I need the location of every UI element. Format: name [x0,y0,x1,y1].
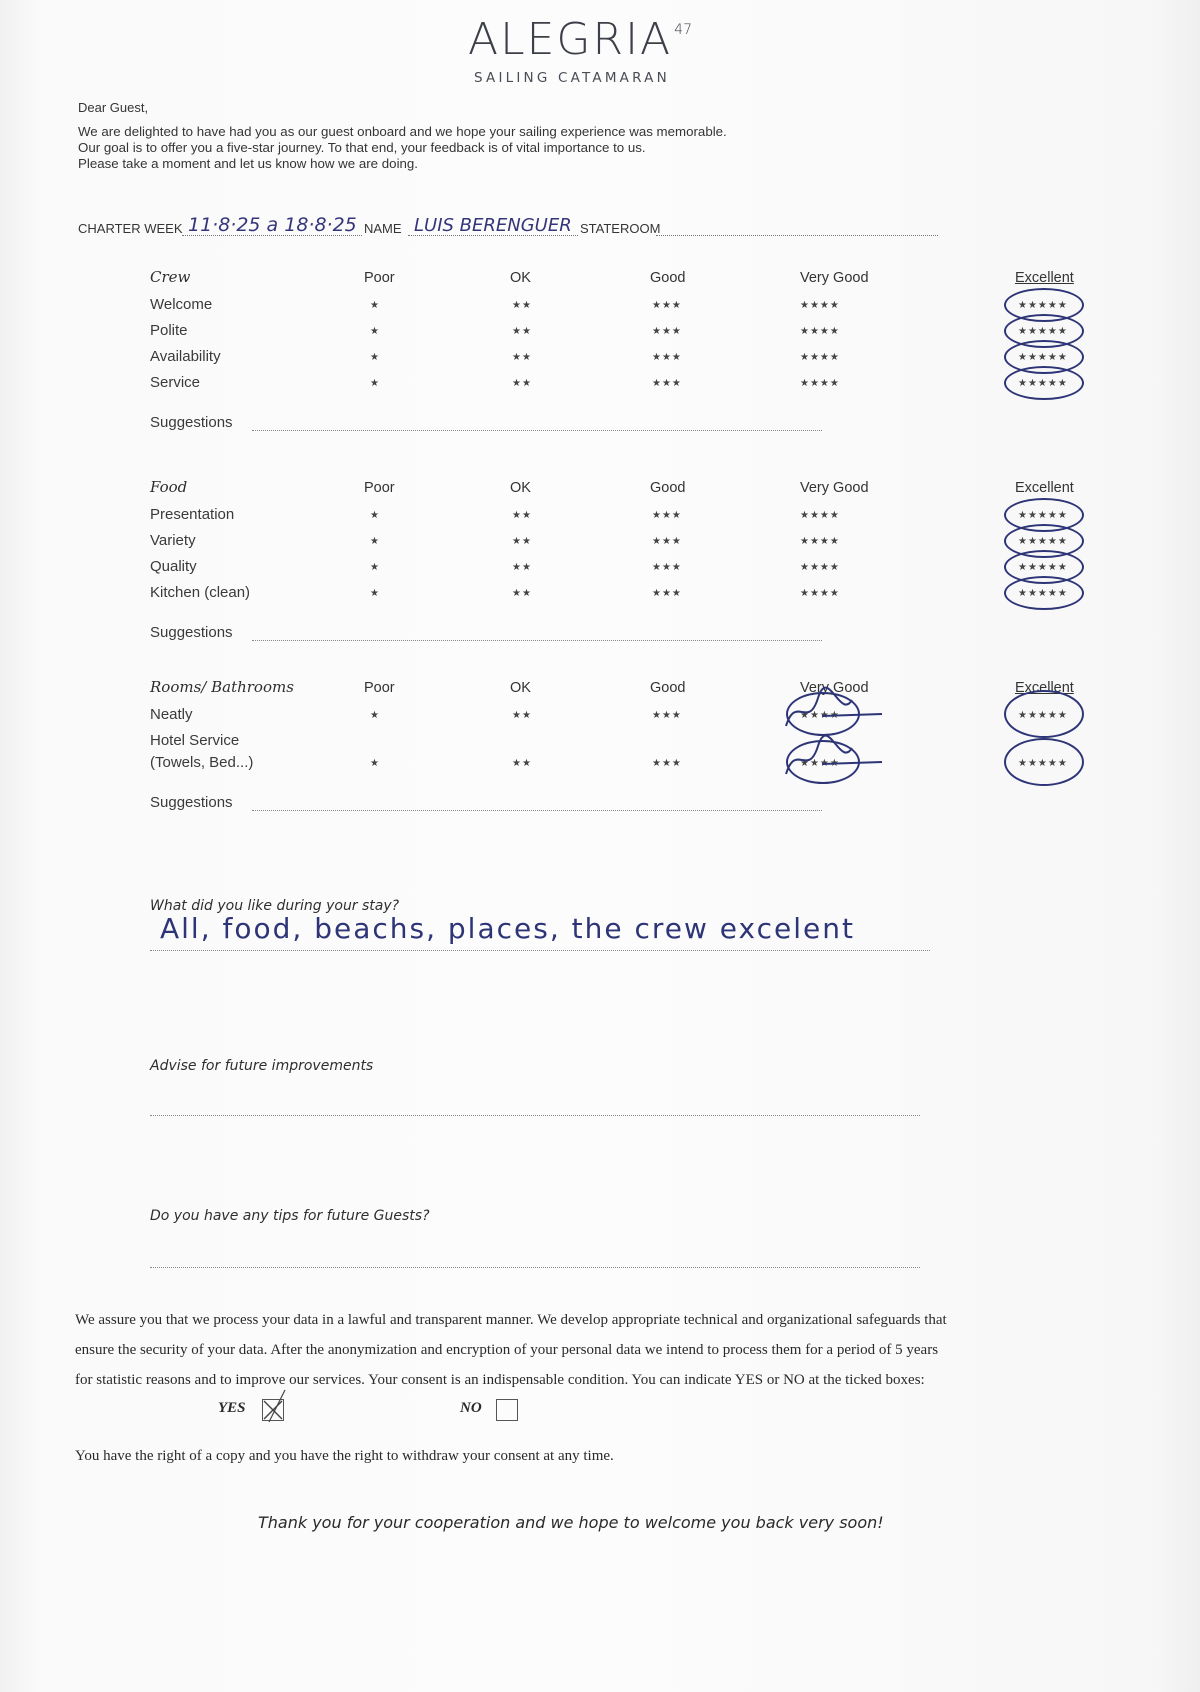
column-header-good: Good [650,270,686,286]
row-label: Availability [150,348,221,365]
rating-option-5-stars[interactable]: ★★★★★ [1018,562,1068,573]
suggestions-field[interactable] [252,430,822,431]
rating-option-1-stars[interactable]: ★ [370,536,380,547]
rating-option-5-stars[interactable]: ★★★★★ [1018,710,1068,721]
section-title: Food [150,478,188,496]
rating-option-1-stars[interactable]: ★ [370,326,380,337]
rating-option-3-stars[interactable]: ★★★ [652,352,682,363]
row-label-detail: (Towels, Bed...) [150,754,254,771]
rating-option-4-stars[interactable]: ★★★★ [800,300,840,311]
no-checkbox[interactable] [496,1399,518,1421]
question-improvements: Advise for future improvements [150,1058,374,1074]
column-header-very-good: Very Good [800,480,869,496]
charter-week-value: 11·8·25 a 18·8·25 [188,214,357,236]
rating-option-5-stars[interactable]: ★★★★★ [1018,300,1068,311]
rating-option-2-stars[interactable]: ★★ [512,758,532,769]
rating-option-4-stars[interactable]: ★★★★ [800,352,840,363]
intro-text [78,124,727,172]
section-title: Crew [150,268,191,286]
rating-option-2-stars[interactable]: ★★ [512,588,532,599]
rating-option-4-stars[interactable]: ★★★★ [800,510,840,521]
rating-option-4-stars[interactable]: ★★★★ [800,588,840,599]
rating-option-4-stars[interactable]: ★★★★ [800,378,840,389]
consent-line: for statistic reasons and to improve our services. Your consent is an indispensable condition. You can indicate YES or NO at the ticked boxes: [75,1372,925,1388]
rating-option-4-stars[interactable]: ★★★★ [800,536,840,547]
rating-option-3-stars[interactable]: ★★★ [652,378,682,389]
rating-option-1-stars[interactable]: ★ [370,588,380,599]
column-header-poor: Poor [364,480,395,496]
column-header-ok: OK [510,480,531,496]
intro-line: Our goal is to offer you a five-star journey. To that end, your feedback is of vital importance to us. [78,140,646,155]
row-label: Neatly [150,706,193,723]
row-label: Kitchen (clean) [150,584,251,601]
liked-answer: All, food, beachs, places, the crew excelent [160,912,855,945]
charter-line [78,214,938,240]
rating-option-2-stars[interactable]: ★★ [512,326,532,337]
rating-option-5-stars[interactable]: ★★★★★ [1018,510,1068,521]
rating-option-5-stars[interactable]: ★★★★★ [1018,758,1068,769]
rating-option-5-stars[interactable]: ★★★★★ [1018,536,1068,547]
rating-option-1-stars[interactable]: ★ [370,378,380,389]
rating-option-2-stars[interactable]: ★★ [512,352,532,363]
rating-option-2-stars[interactable]: ★★ [512,562,532,573]
consent-line: We assure you that we process your data in a lawful and transparent manner. We develop appropriate technical and organizational safeguards that [75,1312,947,1328]
consent-rights: You have the right of a copy and you have the right to withdraw your consent at any time. [75,1448,614,1464]
stateroom-label: STATEROOM [580,221,661,236]
rating-option-1-stars[interactable]: ★ [370,710,380,721]
column-header-good: Good [650,680,686,696]
row-label: Presentation [150,506,235,523]
question-liked: What did you like during your stay? [150,898,400,914]
greeting: Dear Guest, [78,100,149,115]
selected-rating-circle [1004,576,1084,610]
selected-rating-circle [1004,738,1084,786]
row-label: Welcome [150,296,213,313]
name-value: LUIS BERENGUER [414,215,572,236]
selected-rating-circle [1004,366,1084,400]
rating-option-1-stars[interactable]: ★ [370,758,380,769]
rating-option-5-stars[interactable]: ★★★★★ [1018,588,1068,599]
row-label: Quality [150,558,197,575]
rating-option-1-stars[interactable]: ★ [370,300,380,311]
rating-option-3-stars[interactable]: ★★★ [652,710,682,721]
rating-option-2-stars[interactable]: ★★ [512,300,532,311]
question-tips: Do you have any tips for future Guests? [150,1208,430,1224]
rating-option-3-stars[interactable]: ★★★ [652,588,682,599]
rating-option-3-stars[interactable]: ★★★ [652,326,682,337]
rating-option-4-stars[interactable]: ★★★★ [800,326,840,337]
row-label: Polite [150,322,188,339]
column-header-excellent: Excellent [1015,480,1074,496]
column-header-very-good: Very Good [800,270,869,286]
rating-option-5-stars[interactable]: ★★★★★ [1018,378,1068,389]
rating-option-3-stars[interactable]: ★★★ [652,758,682,769]
column-header-ok: OK [510,270,531,286]
column-header-ok: OK [510,680,531,696]
suggestions-field[interactable] [252,810,822,811]
rating-option-3-stars[interactable]: ★★★ [652,562,682,573]
rating-option-2-stars[interactable]: ★★ [512,378,532,389]
intro-line: We are delighted to have had you as our guest onboard and we hope your sailing experience was memorable. [78,124,727,139]
rating-option-5-stars[interactable]: ★★★★★ [1018,352,1068,363]
crossed-out-rating-scribble [786,740,860,784]
rating-option-4-stars[interactable]: ★★★★ [800,758,840,769]
intro-line: Please take a moment and let us know how we are doing. [78,156,419,171]
column-header-good: Good [650,480,686,496]
row-label: Variety [150,532,196,549]
rating-option-4-stars[interactable]: ★★★★ [800,562,840,573]
crossed-out-rating-scribble [786,692,860,736]
suggestions-field[interactable] [252,640,822,641]
selected-rating-circle [1004,690,1084,738]
rating-option-3-stars[interactable]: ★★★ [652,510,682,521]
rating-option-4-stars[interactable]: ★★★★ [800,710,840,721]
logo-name: ALEGRIA [468,14,673,65]
tips-answer-line[interactable] [150,1267,920,1268]
logo-subtitle: SAILING CATAMARAN [474,70,670,86]
rating-option-2-stars[interactable]: ★★ [512,536,532,547]
rating-option-1-stars[interactable]: ★ [370,562,380,573]
closing-message: Thank you for your cooperation and we hope to welcome you back very soon! [258,1513,884,1532]
column-header-excellent: Excellent [1015,680,1074,696]
section-title: Rooms/ Bathrooms [150,678,294,696]
column-header-poor: Poor [364,680,395,696]
suggestions-label: Suggestions [150,624,233,641]
yes-label: YES [218,1400,246,1416]
row-label: Service [150,374,201,391]
rating-option-2-stars[interactable]: ★★ [512,710,532,721]
logo-model: 47 [674,22,692,38]
rating-option-5-stars[interactable]: ★★★★★ [1018,326,1068,337]
liked-answer-line[interactable] [150,950,930,951]
rating-option-3-stars[interactable]: ★★★ [652,300,682,311]
column-header-very-good: Very Good [800,680,869,696]
no-label: NO [460,1400,482,1416]
suggestions-label: Suggestions [150,414,233,431]
rating-option-1-stars[interactable]: ★ [370,510,380,521]
checkmark-x-icon [263,1400,283,1420]
stateroom-field[interactable] [656,234,938,236]
rating-option-2-stars[interactable]: ★★ [512,510,532,521]
consent-line: ensure the security of your data. After the anonymization and encryption of your personal data we intend to process them for a period of 5 years [75,1342,939,1358]
charter-week-label: CHARTER WEEK [78,221,183,236]
rating-option-3-stars[interactable]: ★★★ [652,536,682,547]
column-header-poor: Poor [364,270,395,286]
yes-checkbox[interactable] [262,1399,284,1421]
rating-option-1-stars[interactable]: ★ [370,352,380,363]
suggestions-label: Suggestions [150,794,233,811]
name-label: NAME [364,221,402,236]
improvements-answer-line[interactable] [150,1115,920,1116]
row-label: Hotel Service [150,732,240,749]
column-header-excellent: Excellent [1015,270,1074,286]
